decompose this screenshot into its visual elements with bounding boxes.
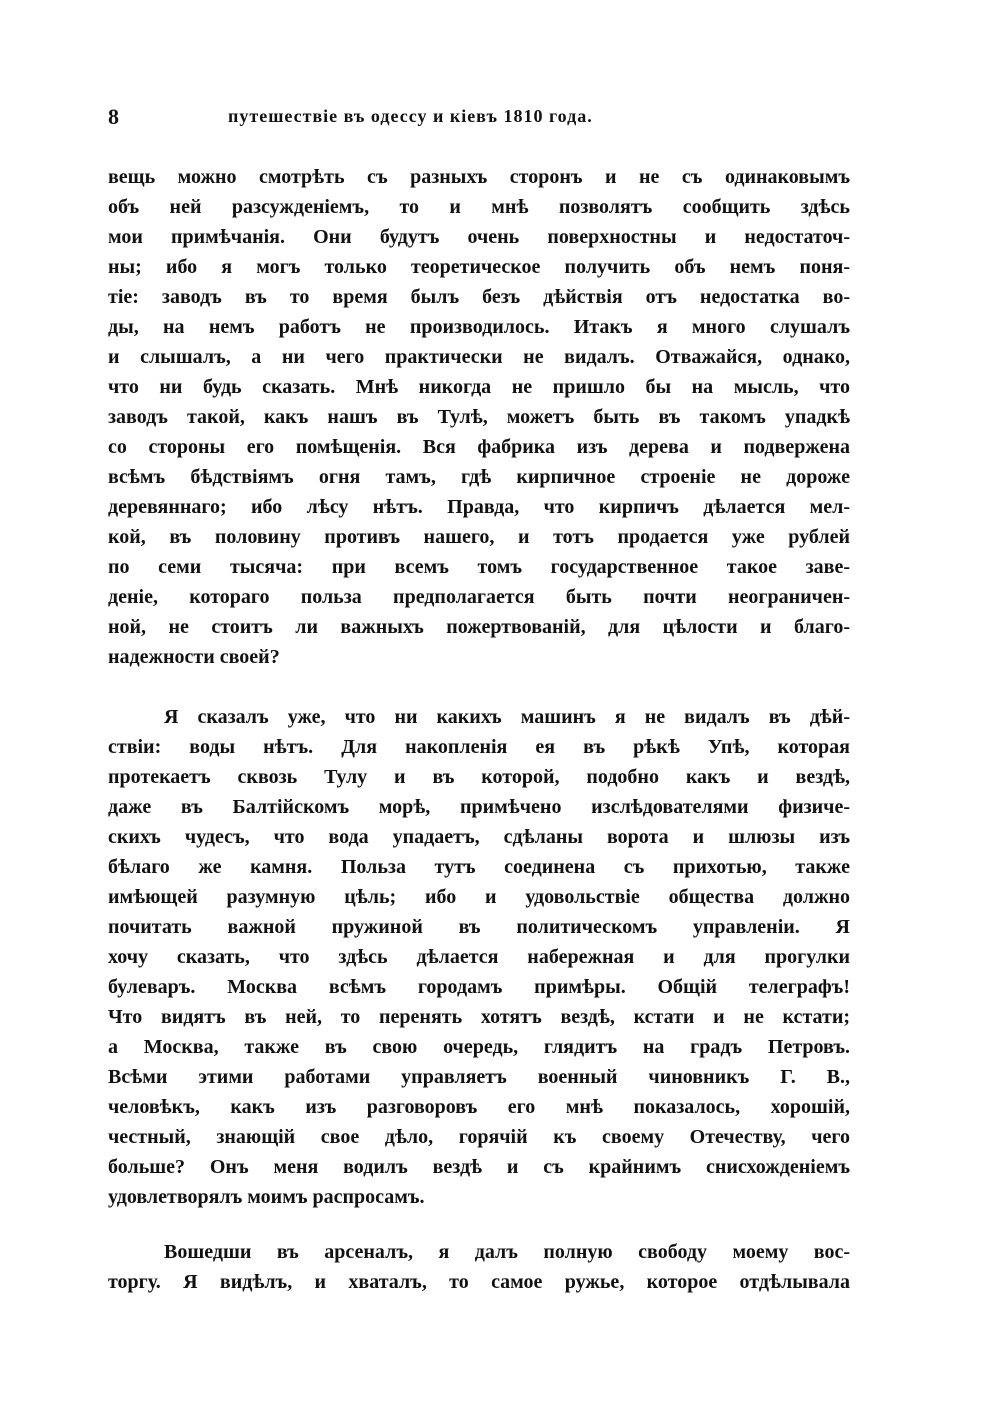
- text-line: Всѣми этими работами управляетъ военный чиновникъ Г. В.,: [108, 1066, 850, 1088]
- text-line: что ни будь сказать. Мнѣ никогда не пришло бы на мысль, что: [108, 376, 850, 398]
- text-line: Вошедши въ арсеналъ, я далъ полную свободу моему вос-: [164, 1241, 850, 1263]
- text-line: ды, на немъ работъ не производилось. Итакъ я много слушалъ: [108, 316, 850, 338]
- page-number: 8: [108, 104, 119, 129]
- text-line: ны; ибо я могъ только теоретическое получить объ немъ поня-: [108, 256, 850, 278]
- text-line: со стороны его помѣщенія. Вся фабрика изъ дерева и подвержена: [108, 436, 850, 458]
- text-line: мои примѣчанія. Они будутъ очень поверхностны и недостаточ-: [108, 226, 850, 248]
- text-line: торгу. Я видѣлъ, и хваталъ, то самое ружье, которое отдѣлывала: [108, 1271, 850, 1293]
- text-line: вещь можно смотрѣть съ разныхъ сторонъ и не съ одинаковымъ: [108, 166, 850, 188]
- text-line: объ ней разсужденіемъ, то и мнѣ позволятъ сообщить здѣсь: [108, 196, 850, 218]
- text-line: ной, не стоитъ ли важныхъ пожертвованій, для цѣлости и благо-: [108, 616, 850, 638]
- text-line: больше? Онъ меня водилъ вездѣ и съ крайнимъ снисхожденіемъ: [108, 1156, 850, 1178]
- text-line: бѣлаго же камня. Польза тутъ соединена съ прихотью, также: [108, 856, 850, 878]
- text-line: деніе, котораго польза предполагается быть почти неограничен-: [108, 586, 850, 608]
- text-line: Я сказалъ уже, что ни какихъ машинъ я не видалъ въ дѣй-: [164, 706, 850, 728]
- text-line: ствіи: воды нѣтъ. Для накопленія ея въ рѣкѣ Упѣ, которая: [108, 736, 850, 758]
- text-line: и слышалъ, а ни чего практически не видалъ. Отважайся, однако,: [108, 346, 850, 368]
- paragraph-1: [108, 162, 850, 672]
- text-line: всѣмъ бѣдствіямъ огня тамъ, гдѣ кирпичное строеніе не дороже: [108, 466, 850, 488]
- text-line: честный, знающій свое дѣло, горячій къ своему Отечеству, чего: [108, 1126, 850, 1148]
- text-line: человѣкъ, какъ изъ разговоровъ его мнѣ показалось, хорошій,: [108, 1096, 850, 1118]
- text-line: скихъ чудесъ, что вода упадаетъ, сдѣланы ворота и шлюзы изъ: [108, 826, 850, 848]
- text-line: даже въ Балтійскомъ морѣ, примѣчено изслѣдователями физиче-: [108, 796, 850, 818]
- paragraph-2: [108, 702, 850, 1212]
- running-title: путешествіе въ одессу и кіевъ 1810 года.: [228, 106, 593, 126]
- page-header: [108, 104, 728, 132]
- text-line: имѣющей разумную цѣль; ибо и удовольствіе общества должно: [108, 886, 850, 908]
- text-line: а Москва, также въ свою очередь, глядитъ на градъ Петровъ.: [108, 1036, 850, 1058]
- text-line: кой, въ половину противъ нашего, и тотъ продается уже рублей: [108, 526, 850, 548]
- paragraph-3: [108, 1237, 850, 1297]
- text-line: деревяннаго; ибо лѣсу нѣтъ. Правда, что кирпичъ дѣлается мел-: [108, 496, 850, 518]
- text-line: надежности своей?: [108, 646, 280, 668]
- text-line: тіе: заводъ въ то время былъ безъ дѣйствія отъ недостатка во-: [108, 286, 850, 308]
- text-line: по семи тысяча: при всемъ томъ государственное такое заве-: [108, 556, 850, 578]
- text-line: протекаетъ сквозь Тулу и въ которой, подобно какъ и вездѣ,: [108, 766, 850, 788]
- text-line: заводъ такой, какъ нашъ въ Тулѣ, можетъ быть въ такомъ упадкѣ: [108, 406, 850, 428]
- text-line: почитать важной пружиной въ политическомъ управленіи. Я: [108, 916, 850, 938]
- text-line: булеваръ. Москва всѣмъ городамъ примѣры. Общій телеграфъ!: [108, 976, 850, 998]
- text-line: Что видятъ въ ней, то перенять хотятъ вездѣ, кстати и не кстати;: [108, 1006, 850, 1028]
- text-line: удовлетворялъ моимъ распросамъ.: [108, 1186, 425, 1208]
- text-line: хочу сказать, что здѣсь дѣлается набережная и для прогулки: [108, 946, 850, 968]
